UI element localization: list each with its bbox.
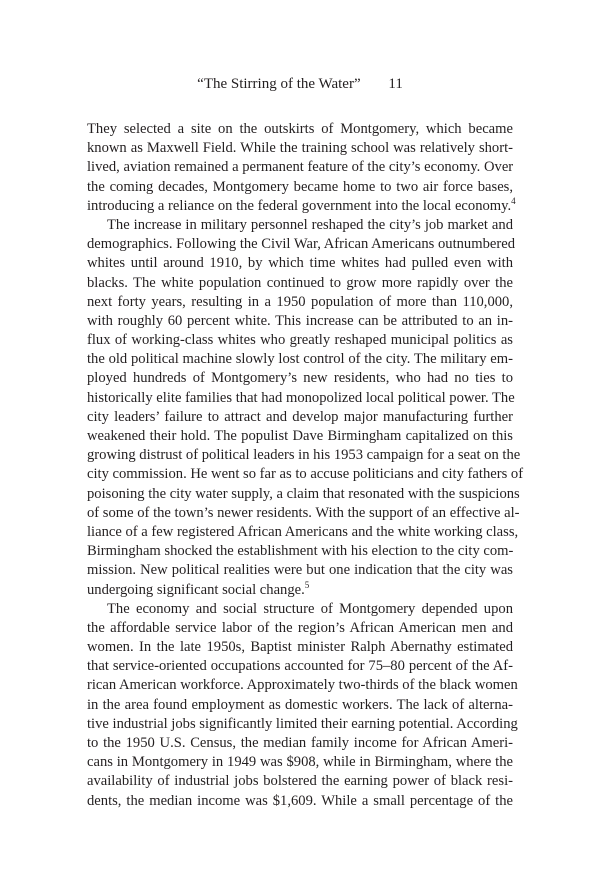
text-line: that service-oriented occupations accounted for 75–80 percent of the Af- — [87, 658, 513, 675]
text-line: tive industrial jobs significantly limited their earning potential. According — [87, 715, 518, 732]
text-line: cans in Montgomery in 1949 was $908, while in Birmingham, where the — [87, 754, 513, 771]
chapter-title: “The Stirring of the Water” — [197, 76, 361, 92]
text-line: Birmingham shocked the establishment with his election to the city com- — [87, 543, 514, 560]
text-line-content: introducing a reliance on the federal government into the local economy. — [87, 197, 512, 214]
text-line: They selected a site on the outskirts of Montgomery, which became — [87, 121, 513, 137]
text-line: known as Maxwell Field. While the training school was relatively short- — [87, 140, 513, 157]
footnote-ref-5[interactable]: 5 — [304, 579, 310, 590]
page-number: 11 — [388, 76, 403, 92]
text-line: weakened their hold. The populist Dave Birmingham capitalized on this — [87, 428, 513, 444]
text-line: The economy and social structure of Montgomery depended upon — [107, 600, 513, 617]
text-line: availability of industrial jobs bolstered the earning power of black resi- — [87, 773, 513, 790]
text-line: the old political machine slowly lost control of the city. The military em- — [87, 351, 513, 368]
text-line: growing distrust of political leaders in his 1953 campaign for a seat on the — [87, 447, 521, 464]
text-line: lived, aviation remained a permanent feature of the city’s economy. Over — [87, 159, 514, 176]
text-line: blacks. The white population continued to grow more rapidly over the — [87, 274, 513, 291]
text-line: whites until around 1910, by which time whites had pulled even with — [87, 255, 513, 272]
text-line: poisoning the city water supply, a claim that resonated with the suspicions — [87, 485, 520, 502]
running-head — [0, 74, 600, 94]
text-line: the affordable service labor of the region’s African American men and — [87, 619, 513, 636]
text-line: with roughly 60 percent white. This increase can be attributed to an in- — [87, 312, 513, 329]
text-line: demographics. Following the Civil War, African Americans outnumbered — [87, 236, 515, 253]
body-text — [87, 120, 524, 811]
text-line: next forty years, resulting in a 1950 population of more than 110,000, — [87, 293, 513, 310]
text-line — [87, 581, 513, 600]
text-line: flux of working-class whites who greatly reshaped municipal politics as — [87, 332, 513, 349]
text-line: the coming decades, Montgomery became home to two air force bases, — [87, 178, 513, 195]
footnote-ref-4[interactable]: 4 — [511, 195, 516, 206]
text-line-content: undergoing significant social change. — [87, 581, 305, 598]
text-line: city commission. He went so far as to accuse politicians and city fathers of — [87, 466, 524, 483]
text-line: in the area found employment as domestic workers. The lack of alterna- — [87, 696, 513, 713]
text-line: rican American workforce. Approximately two-thirds of the black women — [87, 677, 518, 694]
text-line: women. In the late 1950s, Baptist minister Ralph Abernathy estimated — [87, 639, 513, 656]
text-line: to the 1950 U.S. Census, the median family income for African Ameri- — [87, 735, 513, 751]
text-line: city leaders’ failure to attract and develop major manufacturing further — [87, 408, 513, 425]
text-line: ployed hundreds of Montgomery’s new residents, who had no ties to — [87, 370, 513, 387]
text-line — [87, 195, 516, 216]
text-line: dents, the median income was $1,609. While a small percentage of the — [87, 792, 513, 809]
text-line: historically elite families that had monopolized local political power. The — [87, 389, 515, 406]
text-line: of some of the town’s newer residents. With the support of an effective al- — [87, 504, 520, 521]
text-line: mission. New political realities were but one indication that the city was — [87, 562, 513, 579]
text-line: The increase in military personnel reshaped the city’s job market and — [107, 216, 513, 233]
text-line: liance of a few registered African Americans and the white working class, — [87, 523, 519, 540]
